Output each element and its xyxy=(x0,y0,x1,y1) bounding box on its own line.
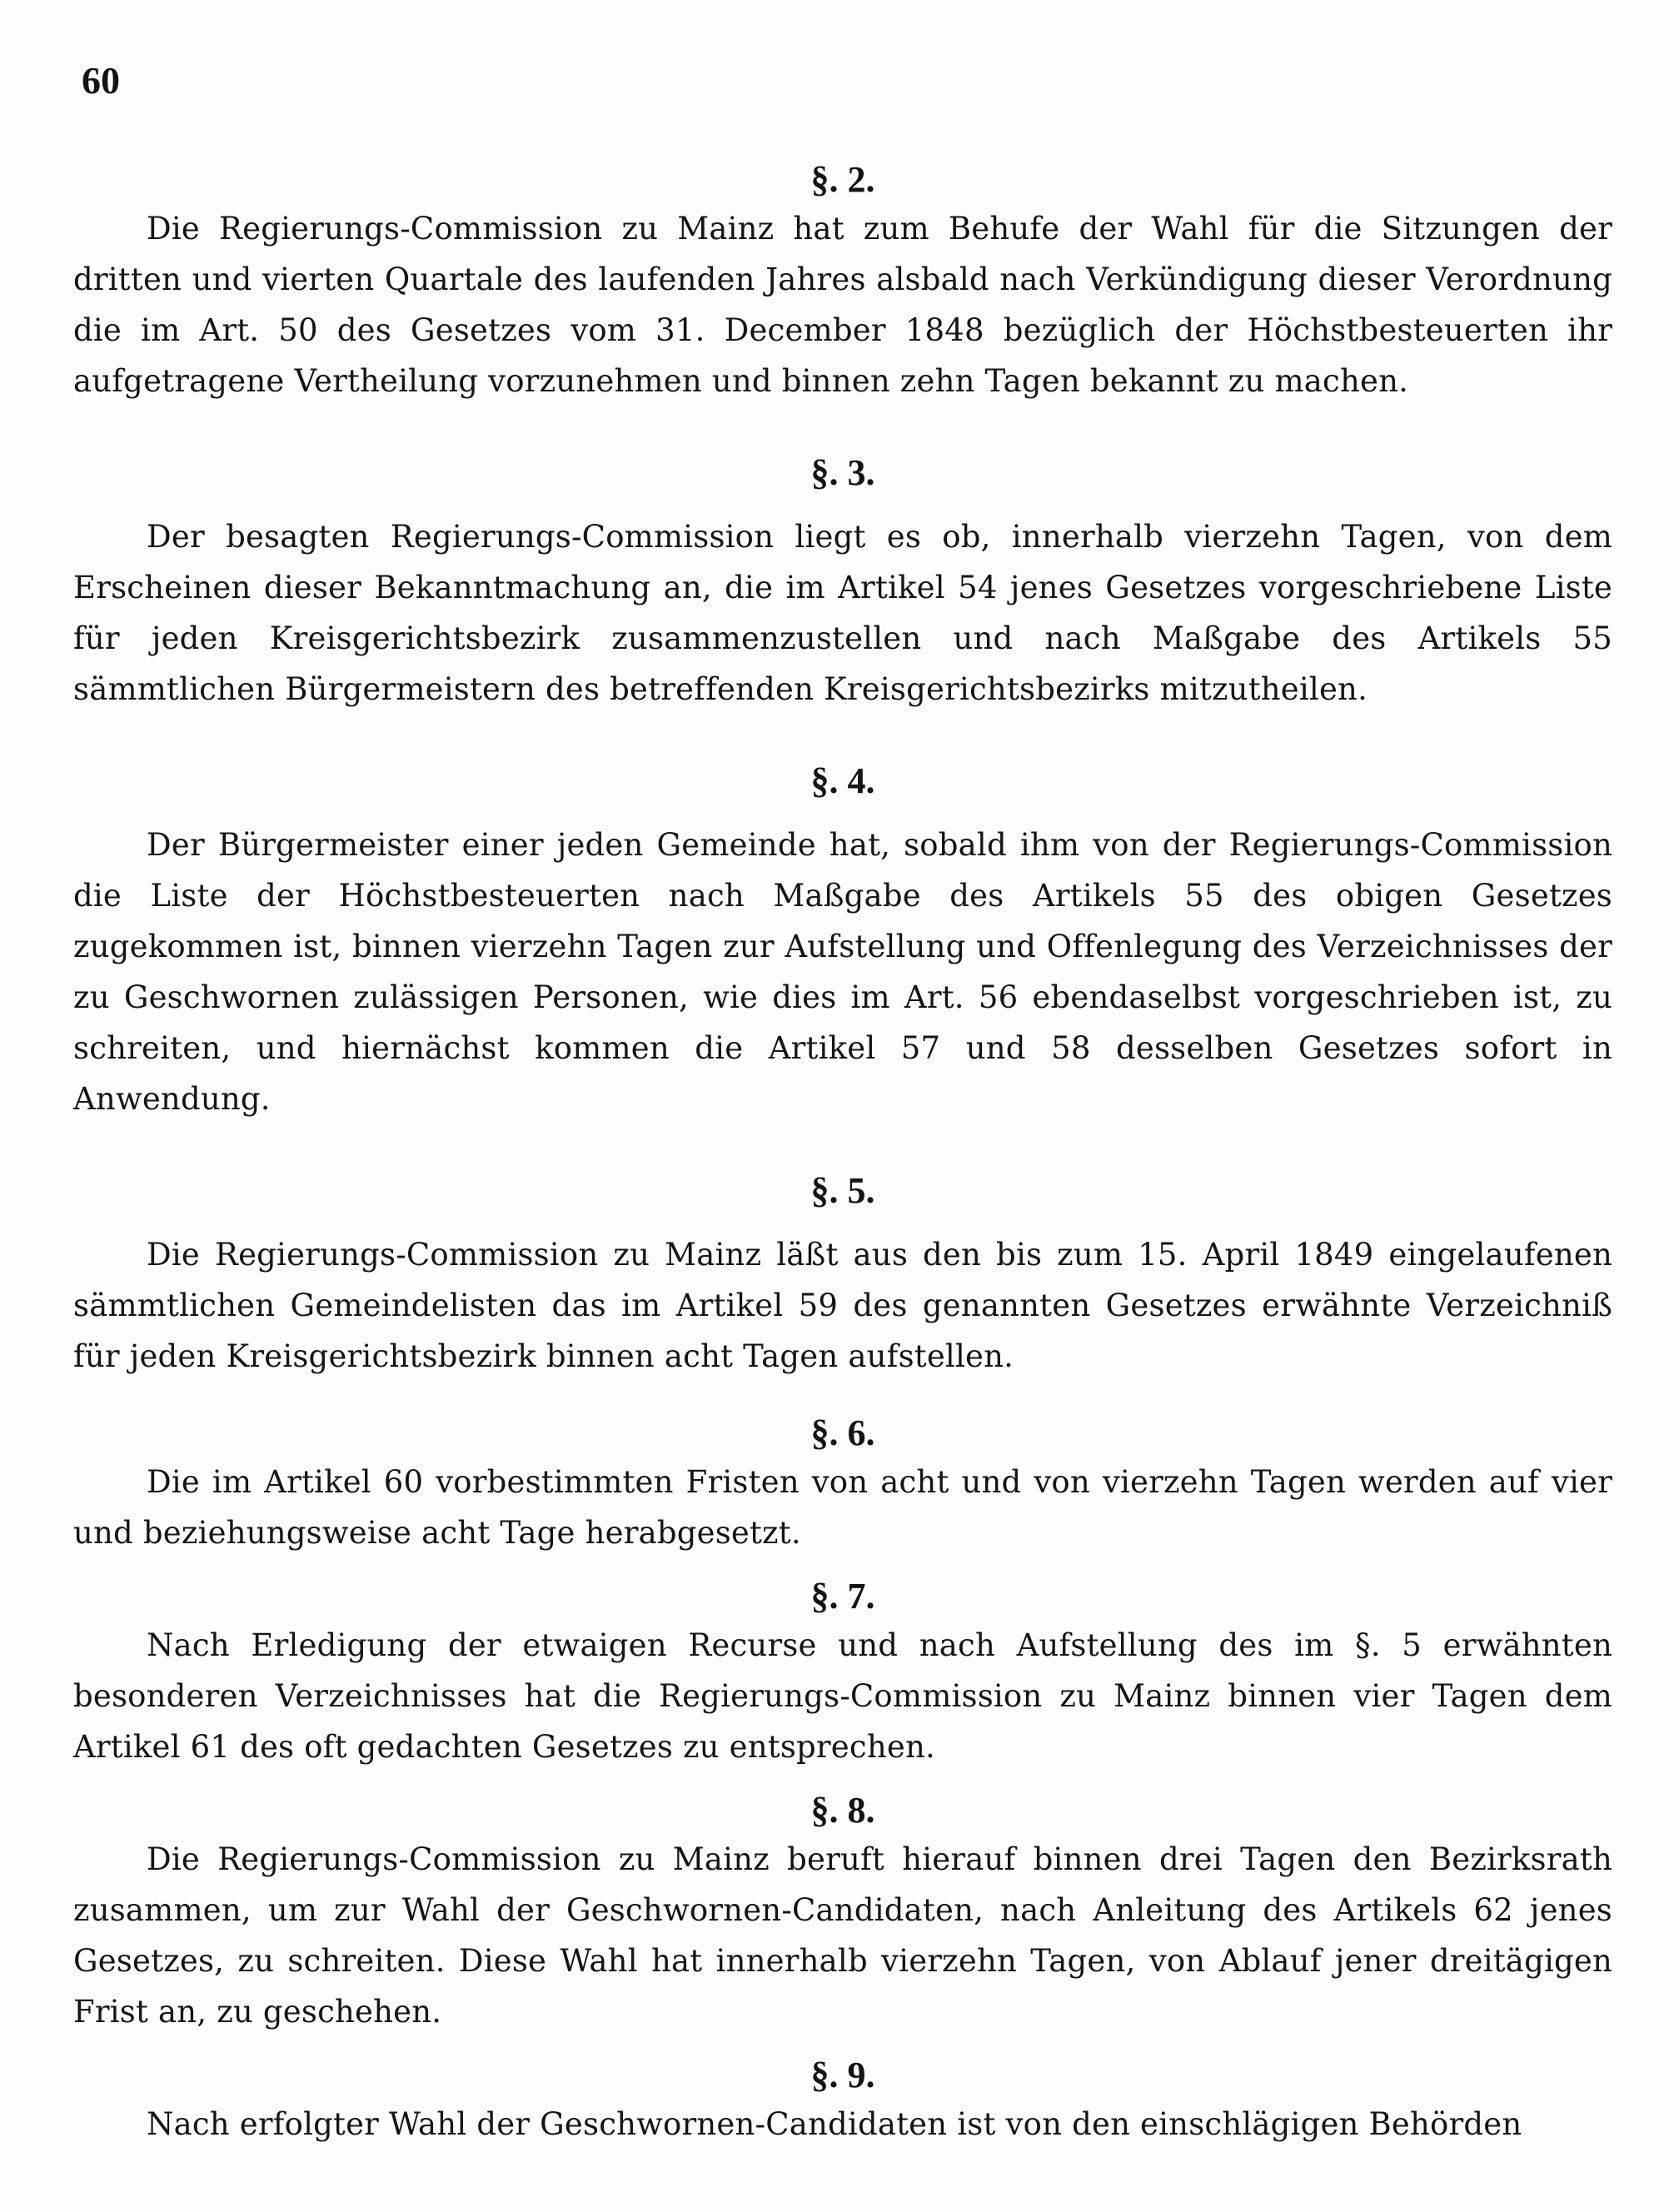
section-paragraph-4: Der Bürgermeister einer jeden Gemeinde hat, sobald ihm von der Regierungs-Commission die Liste der Höchstbesteuerten nach Maßgabe des Artikels 55 des obigen Gesetzes zugekommen ist, binnen vierzehn Tagen zur Aufstellung und Offenlegung des Verzeichnisses der zu Geschwornen zulässigen Personen, wie dies im Art. 56 ebendaselbst vorgeschrieben ist, zu schreiten, und hiernächst kommen die Artikel 57 und 58 desselben Gesetzes sofort in Anwendung. xyxy=(73,827,1612,1117)
section-paragraph-6: Die im Artikel 60 vorbestimmten Fristen von acht und von vierzehn Tagen werden auf vier und beziehungsweise acht Tage herabgesetzt. xyxy=(73,1464,1612,1551)
section-paragraph-8: Die Regierungs-Commission zu Mainz beruft hierauf binnen drei Tagen den Bezirksrath zusammen, um zur Wahl der Geschwornen-Candidaten, nach Anleitung des Artikels 62 jenes Gesetzes, zu schreiten. Diese Wahl hat innerhalb vierzehn Tagen, von Ablauf jener dreitägigen Frist an, zu geschehen. xyxy=(73,1841,1612,2030)
document-body xyxy=(73,157,1612,2150)
section-heading-6: §. 6. xyxy=(810,1412,875,1453)
page-number: 60 xyxy=(82,59,120,102)
section-heading-9: §. 9. xyxy=(810,2055,875,2095)
section-paragraph-7: Nach Erledigung der etwaigen Recurse und nach Aufstellung des im §. 5 erwähnten besonderen Verzeichnisses hat die Regierungs-Commission zu Mainz binnen vier Tagen dem Artikel 61 des oft gedachten Gesetzes zu entsprechen. xyxy=(73,1627,1612,1765)
section-paragraph-9: Nach erfolgter Wahl der Geschwornen-Candidaten ist von den einschlägigen Behörden xyxy=(147,2106,1522,2142)
section-heading-7: §. 7. xyxy=(810,1576,875,1617)
section-heading-4: §. 4. xyxy=(810,760,875,801)
section-heading-8: §. 8. xyxy=(810,1790,875,1831)
section-paragraph-5: Die Regierungs-Commission zu Mainz läßt aus den bis zum 15. April 1849 eingelaufenen sämmtlichen Gemeindelisten das im Artikel 59 des genannten Gesetzes erwähnte Verzeichniß für jeden Kreisgerichtsbezirk binnen acht Tagen aufstellen. xyxy=(73,1237,1612,1374)
section-paragraph-2: Die Regierungs-Commission zu Mainz hat zum Behufe der Wahl für die Sitzungen der dritten und vierten Quartale des laufenden Jahres alsbald nach Verkündigung dieser Verordnung die im Art. 50 des Gesetzes vom 31. December 1848 bezüglich der Höchstbesteuerten ihr aufgetragene Vertheilung vorzunehmen und binnen zehn Tagen bekannt zu machen. xyxy=(73,211,1612,399)
section-heading-3: §. 3. xyxy=(810,452,875,493)
section-heading-5: §. 5. xyxy=(810,1170,875,1211)
section-heading-2: §. 2. xyxy=(810,159,875,200)
section-paragraph-3: Der besagten Regierungs-Commission liegt es ob, innerhalb vierzehn Tagen, von dem Erscheinen dieser Bekanntmachung an, die im Artikel 54 jenes Gesetzes vorgeschriebene Liste für jeden Kreisgerichtsbezirk zusammenzustellen und nach Maßgabe des Artikels 55 sämmtlichen Bürgermeistern des betreffenden Kreisgerichtsbezirks mitzutheilen. xyxy=(73,519,1612,707)
